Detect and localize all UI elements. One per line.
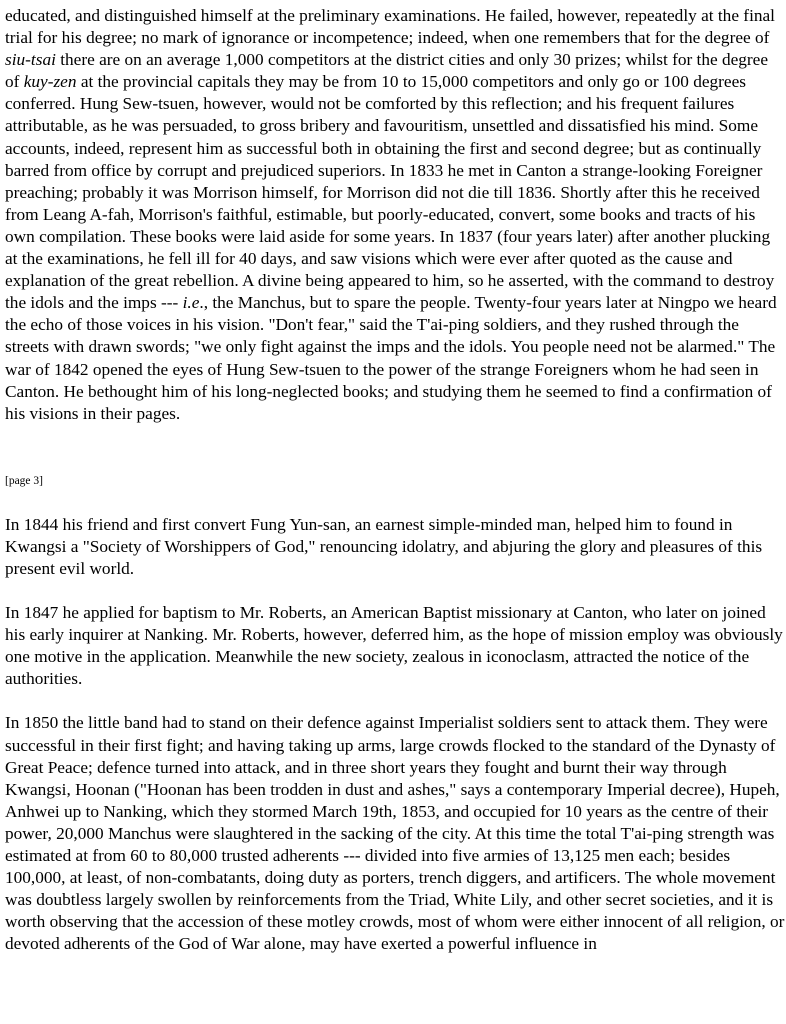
paragraph-1-text-a: educated, and distinguished himself at the preliminary examinations. He failed, however, repeatedly at the final trial for his degree; no mark of ignorance or incompetence; indeed, when one remembers that for the degree of — [5, 6, 775, 48]
paragraph-1-text-b: there are on an average 1,000 competitors at the district cities and only 30 prizes; whilst for the degree of — [5, 50, 769, 92]
paragraph-4: In 1850 the little band had to stand on their defence against Imperialist soldiers sent to attack them. They were successful in their first fight; and having taking up arms, large crowds flocked to the standard of the Dynasty of Great Peace; defence turned into attack, and in three short years they fought and burnt their way through Kwangsi, Hoonan ("Hoonan has been trodden in dust and ashes," says a contemporary Imperial decree), Hupeh, Anhwei up to Nanking, which they stormed March 19th, 1853, and occupied for 10 years as the centre of their power, 20,000 Manchus were slaughtered in the sacking of the city. At this time the total T'ai-ping strength was estimated at from 60 to 80,000 trusted adherents --- divided into five armies of 13,125 men each; besides 100,000, at least, of non-combatants, doing duty as porters, trench diggers, and artificers. The whole movement was doubtless largely swollen by reinforcements from the Triad, White Lily, and other secret societies, and it is worth observing that the accession of these motley crowds, most of whom were either innocent of all religion, or devoted adherents of the God of War alone, may have exerted a powerful influence in — [5, 713, 785, 954]
paragraph-1 — [5, 5, 785, 425]
page-marker: [page 3] — [5, 474, 43, 487]
paragraph-1-text-d: ., the Manchus, but to spare the people. Twenty-four years later at Ningpo we heard the echo of those voices in his vision. "Don't fear," said the T'ai-ping soldiers, and they rushed through the streets with drawn swords; "we only fight against the imps and the idols. You people need not be alarmed." The war of 1842 opened the eyes of Hung Sew-tsuen to the power of the strange Foreigners whom he had seen in Canton. He bethought him of his long-neglected books; and studying them he seemed to find a confirmation of his visions in their pages. — [5, 293, 777, 423]
paragraph-2: In 1844 his friend and first convert Fung Yun-san, an earnest simple-minded man, helped him to found in Kwangsi a "Society of Worshippers of God," renouncing idolatry, and abjuring the glory and pleasures of this present evil world. — [5, 514, 763, 578]
paragraph-3: In 1847 he applied for baptism to Mr. Roberts, an American Baptist missionary at Canton, who later on joined his early inquirer at Nanking. Mr. Roberts, however, deferred him, as the hope of mission employ was obviously one motive in the application. Meanwhile the new society, zealous in iconoclasm, attracted the notice of the authorities. — [5, 603, 783, 689]
term-kuy-zen: kuy-zen — [23, 72, 77, 92]
term-ie: i.e — [182, 293, 200, 313]
document-page — [5, 5, 785, 955]
term-siu-tsai: siu-tsai — [5, 50, 56, 70]
paragraph-1-text-c: at the provincial capitals they may be from 10 to 15,000 competitors and only go or 100 degrees conferred. Hung Sew-tsuen, however, would not be comforted by this reflection; and his frequent failures attributable, as he was persuaded, to gross bribery and favouritism, unsettled and dissatisfied his mind. Some accounts, indeed, represent him as successful both in obtaining the first and second degree; but as continually barred from office by corrupt and prejudiced superiors. In 1833 he met in Canton a strange-looking Foreigner preaching; probably it was Morrison himself, for Morrison did not die till 1836. Shortly after this he received from Leang A-fah, Morrison's faithful, estimable, but poorly-educated, convert, some books and tracts of his own compilation. These books were laid aside for some years. In 1837 (four years later) after another plucking at the examinations, he fell ill for 40 days, and saw visions which were ever after quoted as the cause and explanation of the great rebellion. A divine being appeared to him, so he asserted, with the command to destroy the idols and the imps --- — [5, 72, 775, 313]
